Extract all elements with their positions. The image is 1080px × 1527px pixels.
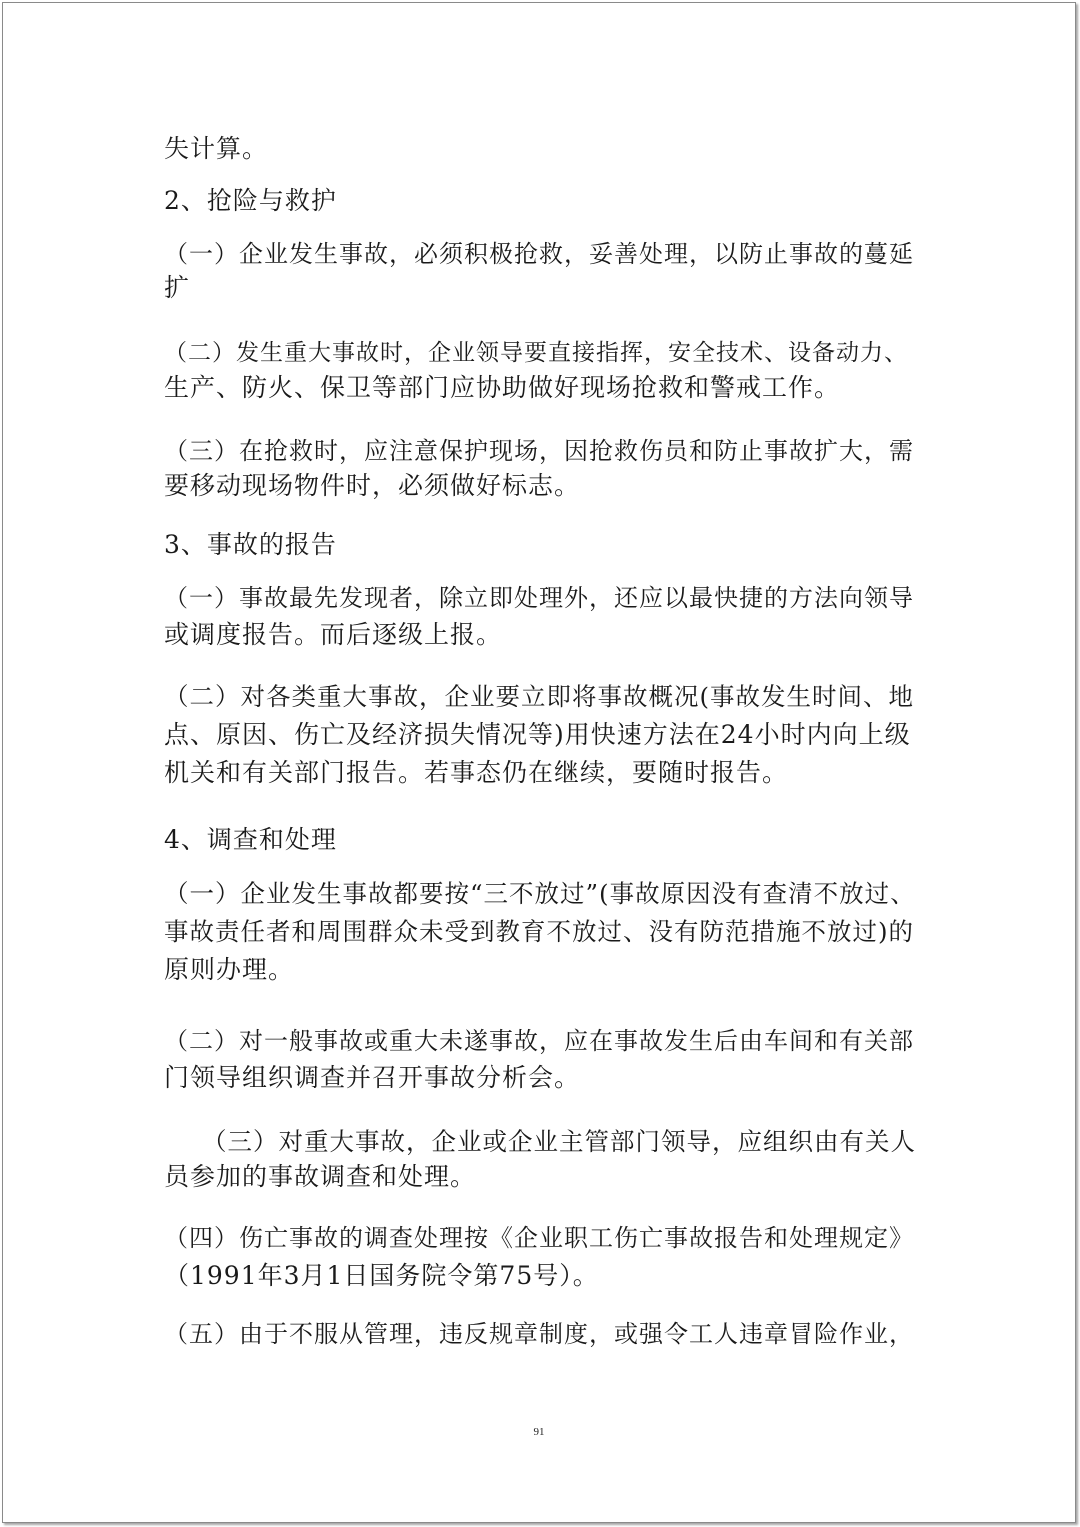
text-line: （三）对重大事故，企业或企业主管部门领导，应组织由有关人 bbox=[202, 1127, 916, 1156]
text-line: （一）企业发生事故，必须积极抢救，妥善处理，以防止事故的蔓延 bbox=[164, 240, 914, 268]
text-line: （二）对各类重大事故，企业要立即将事故概况(事故发生时间、地 bbox=[164, 682, 915, 711]
text-line: 扩 bbox=[164, 273, 191, 302]
text-line: 或调度报告。而后逐级上报。 bbox=[164, 620, 503, 649]
text-line: （二）对一般事故或重大未遂事故，应在事故发生后由车间和有关部 bbox=[164, 1027, 914, 1055]
section-heading: 4、调查和处理 bbox=[164, 825, 337, 854]
section-heading: 3、事故的报告 bbox=[164, 530, 337, 559]
text-line: （一）事故最先发现者，除立即处理外，还应以最快捷的方法向领导 bbox=[164, 584, 914, 612]
text-line: 员参加的事故调查和处理。 bbox=[164, 1162, 477, 1191]
text-line: 生产、防火、保卫等部门应协助做好现场抢救和警戒工作。 bbox=[164, 373, 841, 402]
text-line: 要移动现场物件时，必须做好标志。 bbox=[164, 471, 581, 500]
text-line: 机关和有关部门报告。若事态仍在继续，要随时报告。 bbox=[164, 758, 789, 787]
text-line: （1991年3月1日国务院令第75号）。 bbox=[164, 1261, 599, 1290]
text-line: （五）由于不服从管理，违反规章制度，或强令工人违章冒险作业， bbox=[164, 1320, 914, 1348]
text-line: （二）发生重大事故时，企业领导要直接指挥，安全技术、设备动力、 bbox=[164, 340, 908, 366]
page-number: 91 bbox=[533, 1426, 545, 1438]
text-line: 门领导组织调查并召开事故分析会。 bbox=[164, 1063, 581, 1092]
text-line: （四）伤亡事故的调查处理按《企业职工伤亡事故报告和处理规定》 bbox=[164, 1224, 914, 1252]
text-line: （三）在抢救时，应注意保护现场，因抢救伤员和防止事故扩大，需 bbox=[164, 437, 914, 465]
document-page bbox=[2, 2, 1076, 1523]
text-line: 点、原因、伤亡及经济损失情况等)用快速方法在24小时内向上级 bbox=[164, 720, 911, 749]
section-heading: 2、抢险与救护 bbox=[164, 186, 337, 215]
text-line: 失计算。 bbox=[164, 134, 269, 163]
text-line: 原则办理。 bbox=[164, 955, 295, 984]
text-line: 事故责任者和周围群众未受到教育不放过、没有防范措施不放过)的 bbox=[164, 917, 915, 946]
text-line: （一）企业发生事故都要按“三不放过”(事故原因没有查清不放过、 bbox=[164, 879, 916, 908]
